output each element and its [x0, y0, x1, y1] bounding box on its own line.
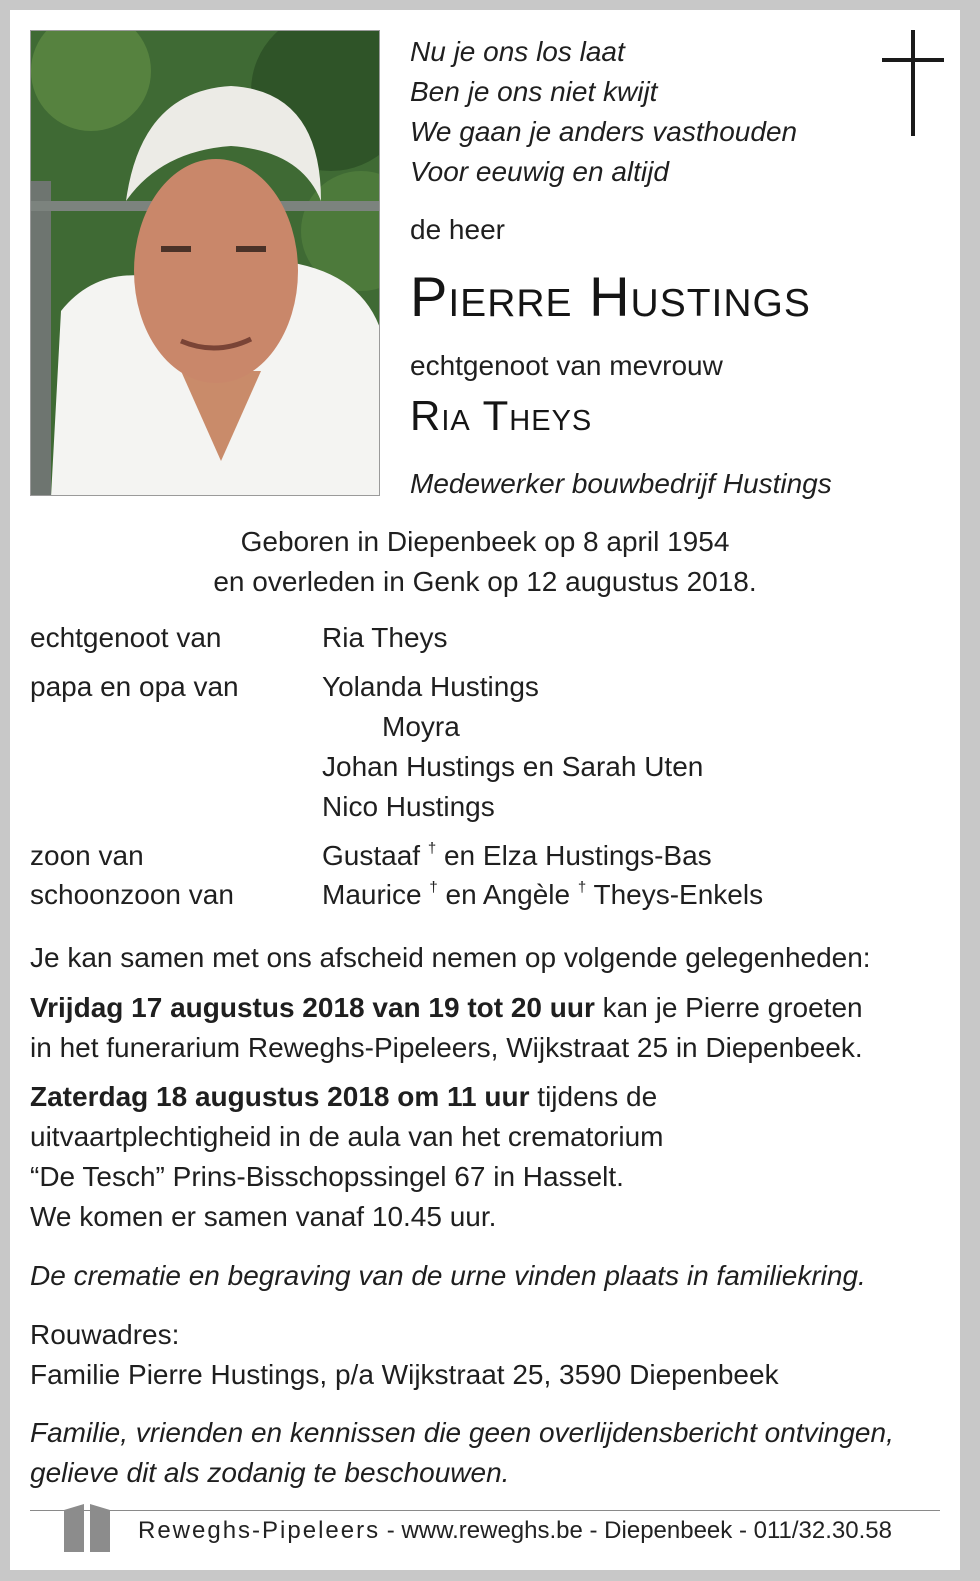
- inlaw-family-name: Theys-Enkels: [593, 879, 764, 910]
- parents-label: zoon van: [30, 840, 144, 871]
- footer-company: Reweghs-Pipeleers: [138, 1517, 381, 1544]
- dagger-icon: †: [429, 879, 438, 896]
- footer-divider: [30, 1510, 940, 1511]
- ceremony-info: [30, 1077, 663, 1237]
- child-name: Yolanda Hustings: [322, 671, 539, 702]
- visit-text: kan je Pierre groeten: [594, 992, 863, 1023]
- occupation: Medewerker bouwbedrijf Hustings: [410, 468, 832, 499]
- ceremony-location: “De Tesch” Prins-Bisschopssingel 67 in Hasselt.: [30, 1161, 624, 1192]
- deceased-name: Pierre Hustings: [410, 265, 811, 328]
- poem-line: Nu je ons los laat: [410, 36, 625, 67]
- spouse-name: Ria Theys: [410, 392, 593, 439]
- address-value: Familie Pierre Hustings, p/a Wijkstraat 25, 3590 Diepenbeek: [30, 1359, 779, 1390]
- closing-note: [30, 1413, 894, 1493]
- obituary-card: [10, 10, 960, 1570]
- parents-value: [322, 840, 712, 872]
- visit-datetime: Vrijdag 17 augustus 2018 van 19 tot 20 uur: [30, 992, 595, 1023]
- inlaw-father-name: Maurice: [322, 879, 422, 910]
- funeral-home-logo-icon: [60, 1500, 114, 1552]
- inlaw-mother-name: en Angèle: [445, 879, 571, 910]
- cremation-note: De crematie en begraving van de urne vinden plaats in familiekring.: [30, 1260, 866, 1291]
- death-line: en overleden in Genk op 12 augustus 2018.: [213, 566, 757, 597]
- ceremony-line: uitvaartplechtigheid in de aula van het crematorium: [30, 1121, 664, 1152]
- inlaws-value: [322, 879, 763, 911]
- mother-name: en Elza Hustings-Bas: [443, 840, 712, 871]
- dagger-icon: †: [427, 840, 437, 857]
- child-name: Johan Hustings en Sarah Uten: [322, 751, 704, 782]
- dagger-icon: †: [577, 879, 587, 896]
- visit-location: in het funerarium Reweghs-Pipeleers, Wijkstraat 25 in Diepenbeek.: [30, 1032, 863, 1063]
- life-dates: [10, 522, 960, 602]
- poem-line: Ben je ons niet kwijt: [410, 76, 658, 107]
- cross-icon: [882, 30, 944, 136]
- farewell-intro: Je kan samen met ons afscheid nemen op volgende gelegenheden:: [30, 942, 871, 973]
- inlaws-label: schoonzoon van: [30, 879, 234, 910]
- spouse-label: echtgenoot van: [30, 622, 222, 653]
- portrait-photo: [30, 30, 380, 496]
- children-label: papa en opa van: [30, 671, 239, 702]
- address-block: [30, 1315, 779, 1395]
- closing-line: gelieve dit als zodanig te beschouwen.: [30, 1457, 510, 1488]
- visit-info: [30, 988, 863, 1068]
- poem-line: We gaan je anders vasthouden: [410, 116, 798, 147]
- closing-line: Familie, vrienden en kennissen die geen overlijdensbericht ontvingen,: [30, 1417, 894, 1448]
- footer-details: - www.reweghs.be - Diepenbeek - 011/32.30.58: [380, 1517, 892, 1544]
- poem-line: Voor eeuwig en altijd: [410, 156, 669, 187]
- child-name: Nico Hustings: [322, 791, 495, 822]
- ceremony-meet-time: We komen er samen vanaf 10.45 uur.: [30, 1201, 497, 1232]
- address-label: Rouwadres:: [30, 1319, 180, 1350]
- birth-line: Geboren in Diepenbeek op 8 april 1954: [240, 526, 730, 557]
- ceremony-datetime: Zaterdag 18 augustus 2018 om 11 uur: [30, 1081, 530, 1112]
- father-name: Gustaaf: [322, 840, 421, 871]
- grandchild-name: Moyra: [382, 711, 460, 742]
- poem: [410, 32, 797, 192]
- spouse-intro: echtgenoot van mevrouw: [410, 350, 723, 381]
- title-prefix: de heer: [410, 214, 505, 245]
- footer-contact: [138, 1517, 892, 1545]
- spouse-value: Ria Theys: [322, 622, 448, 653]
- ceremony-text: tijdens de: [529, 1081, 658, 1112]
